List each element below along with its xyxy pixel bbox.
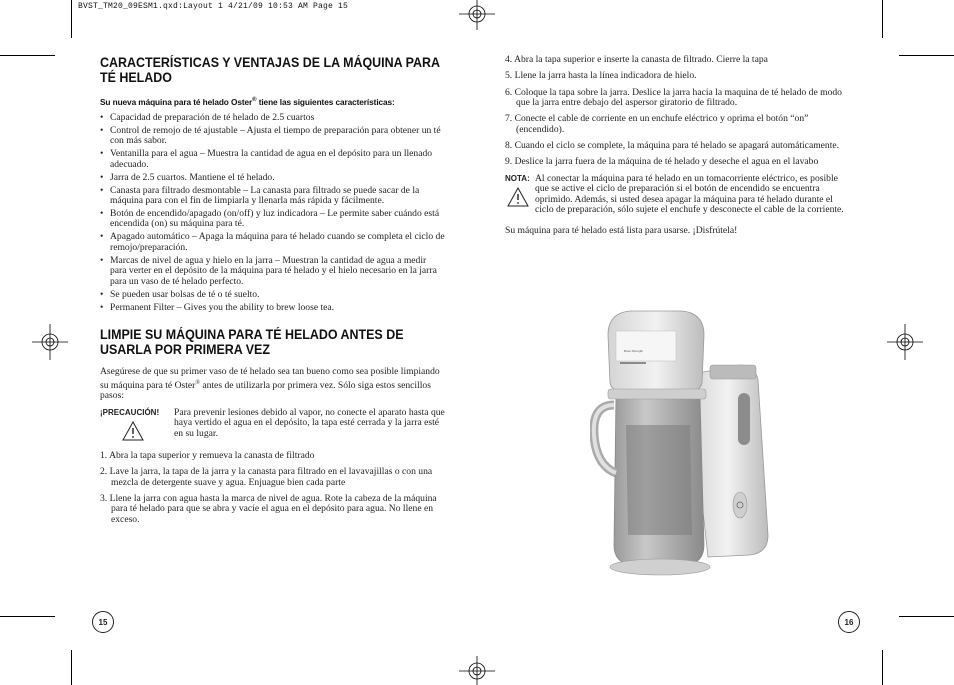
note-block <box>505 174 850 216</box>
list-item: 1. Abra la tapa superior y remueva la canasta de filtrado <box>100 449 315 461</box>
list-item: 8. Cuando el ciclo se complete, la máquina para té helado se apagará automáticamente. <box>505 140 840 152</box>
list-item: • Canasta para filtrado desmontable – La canasta para filtrado se puede sacar de la máquina para con el fin de limpiarla y llenarla más rápida y fácilmente. <box>100 186 445 207</box>
list-item: • Se pueden usar bolsas de té o té suelto. <box>100 290 445 301</box>
list-item: • Jarra de 2.5 cuartos. Mantiene el té helado. <box>100 173 445 184</box>
list-item: 4. Abra la tapa superior e inserte la canasta de filtrado. Cierre la tapa <box>505 54 768 65</box>
crop-mark <box>0 55 55 56</box>
left-page <box>100 55 445 531</box>
print-slug: BVST_TM20_09ESM1.qxd:Layout 1 4/21/09 10:53 AM Page 15 <box>78 2 349 11</box>
cleaning-steps <box>100 451 445 526</box>
features-list <box>100 113 445 313</box>
list-item: 9. Deslice la jarra fuera de la máquina de té helado y deseche el agua en el lavabo <box>505 156 819 168</box>
crop-mark <box>71 0 72 38</box>
crop-mark <box>882 650 883 685</box>
warning-triangle-icon <box>507 187 529 207</box>
caution-text: Para prevenir lesiones debido al vapor, no conecte el aparato hasta que haya vertido el agua en el depósito, la tapa esté cerrada y la jarra esté en su lugar. <box>174 406 445 439</box>
note-label: NOTA: <box>505 173 530 183</box>
crop-mark <box>899 616 954 617</box>
crop-mark <box>882 0 883 38</box>
list-item: • Capacidad de preparación de té helado de 2.5 cuartos <box>100 113 445 124</box>
list-item: • Control de remojo de té ajustable – Ajusta el tiempo de preparación para obtener un té con más sabor. <box>100 126 445 147</box>
crop-mark <box>71 650 72 685</box>
list-item: • Permanent Filter – Gives you the ability to brew loose tea. <box>100 303 445 314</box>
page-number: 15 <box>92 611 114 633</box>
features-heading: CARACTERÍSTICAS Y VENTAJAS DE LA MÁQUINA PARA TÉ HELADO <box>100 55 440 85</box>
cleaning-steps-continued <box>505 55 850 168</box>
list-item: 6. Coloque la tapa sobre la jarra. Deslice la jarra hacia la maquina de té helado de modo que la jarra entre debajo del aspersor giratorio de filtrado. <box>505 86 842 109</box>
registration-mark-icon <box>455 0 499 34</box>
ready-text: Su máquina para té helado está lista para usarse. ¡Disfrútela! <box>505 224 738 236</box>
features-intro: Su nueva máquina para té helado Oster® tiene las siguientes características: <box>100 97 395 107</box>
list-item: 3. Llene la jarra con agua hasta la marca de nivel de agua. Rote la cabeza de la máquina para té helado para que se abra y vacíe el agua en el depósito para agua. No llene en exceso. <box>100 492 437 525</box>
warning-triangle-icon <box>122 421 144 441</box>
list-item: • Marcas de nivel de agua y hielo en la jarra – Muestran la cantidad de agua a medir para verter en el depósito de la máquina para té helado y el hielo necesario en la jarra para un vaso de té helado perfecto. <box>100 256 445 288</box>
list-item: 2. Lave la jarra, la tapa de la jarra y la canasta para filtrado en el lavavajillas o con una mezcla de detergente suave y agua. Enjuague bien cada parte <box>100 466 433 488</box>
crop-mark <box>0 616 55 617</box>
list-item: 5. Llene la jarra hasta la línea indicadora de hielo. <box>505 70 697 82</box>
registration-mark-icon <box>885 320 925 364</box>
crop-mark <box>899 55 954 56</box>
cleaning-intro: Asegúrese de que su primer vaso de té helado sea tan bueno como sea posible limpiando su máquina para té Oster® antes de utilizarla por primera vez. Sólo siga estos sencillos pasos: <box>100 366 440 402</box>
caution-block <box>100 408 445 441</box>
list-item: 7. Conecte el cable de corriente en un enchufe eléctrico y oprima el botón “on” (encendido). <box>505 113 809 135</box>
note-text: Al conectar la máquina para té helado en un tomacorriente eléctrico, es posible que se active el ciclo de preparación si el botón de encendido se encuentra oprimido. Además, si usted desea apagar la máquina para té helado durante el ciclo de preparación, sólo sujete el enchufe y desconecte el cable de la corriente. <box>535 172 844 216</box>
caution-label: ¡PRECAUCIÓN! <box>100 407 160 417</box>
cleaning-heading: LIMPIE SU MÁQUINA PARA TÉ HELADO ANTES DE USARLA POR PRIMERA VEZ <box>100 327 404 358</box>
registration-mark-icon <box>455 654 499 685</box>
registration-mark-icon <box>30 320 70 364</box>
list-item: • Ventanilla para el agua – Muestra la cantidad de agua en el depósito para un llenado adecuado. <box>100 149 445 170</box>
right-page <box>505 55 850 236</box>
brew-strength-label: Brew Strength <box>624 349 644 353</box>
list-item: • Apagado automático – Apaga la máquina para té helado cuando se completa el ciclo de remojo/preparación. <box>100 232 445 253</box>
iced-tea-maker-illustration <box>590 305 790 577</box>
list-item: • Botón de encendido/apagado (on/off) y luz indicadora – Le permite saber cuándo está encendida (on) su máquina para té. <box>100 209 445 230</box>
page-number: 16 <box>838 611 860 633</box>
